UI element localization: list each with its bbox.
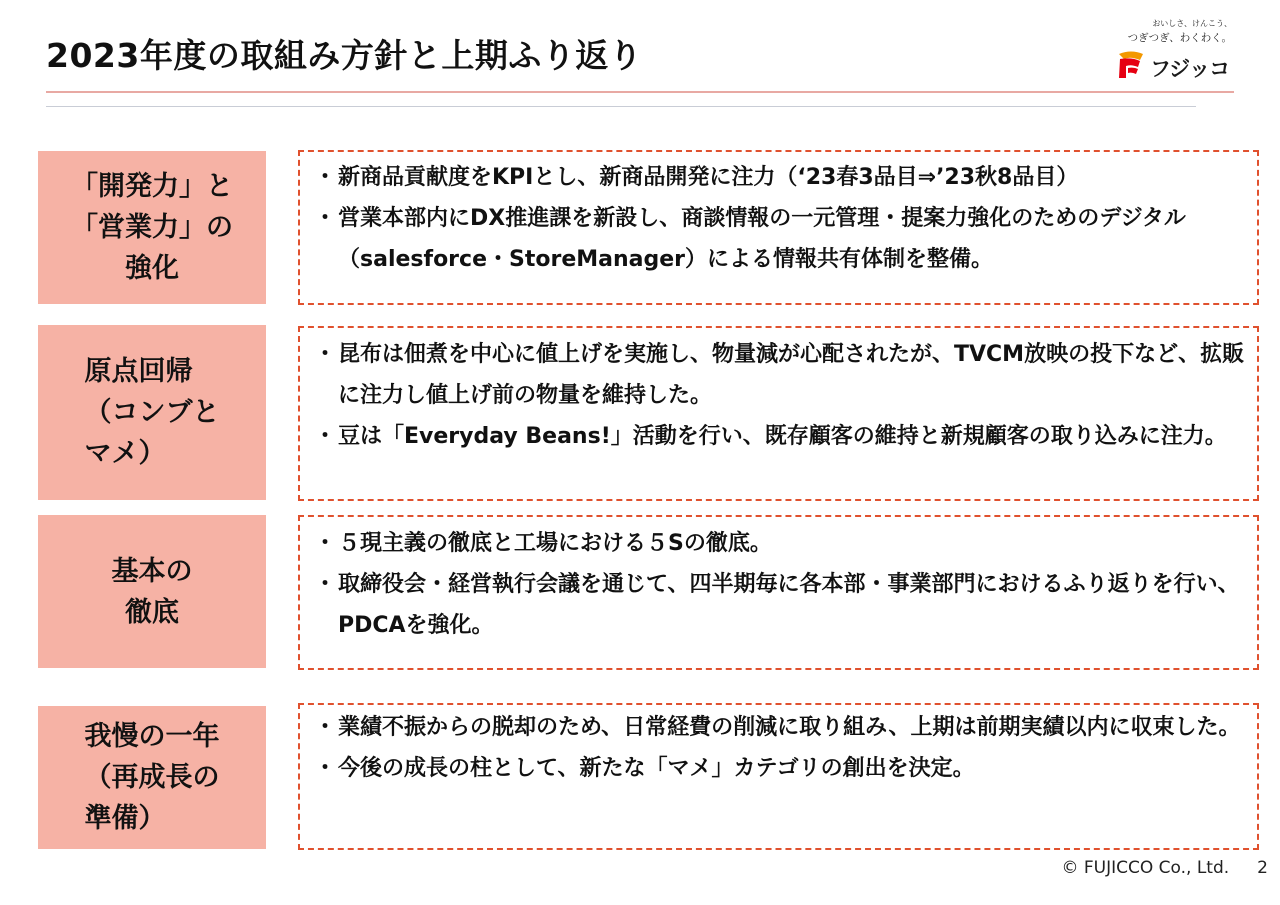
bullet-list-back-to-basics (314, 334, 1254, 457)
row-label-text: 原点回帰 （コンブと マメ） (84, 356, 220, 469)
copyright-text: © FUJICCO Co., Ltd. (1061, 858, 1230, 878)
row-label-text: 我慢の一年 （再成長の 準備） (84, 721, 220, 834)
list-item: ・ 営業本部内にDX推進課を新設し、商談情報の一元管理・提案力強化のためのデジタル（salesforce・StoreManager）による情報共有体制を整備。 (314, 206, 1186, 272)
row-label-development-sales (38, 151, 266, 304)
list-item: ・ 今後の成長の柱として、新たな「マメ」カテゴリの創出を決定。 (314, 756, 975, 781)
list-item: ・ ５現主義の徹底と工場における５Sの徹底。 (314, 531, 772, 556)
list-item: ・ 業績不振からの脱却のため、日常経費の削減に取り組み、上期は前期実績以内に収束した。 (314, 715, 1241, 740)
page-number: 2 (1257, 858, 1268, 878)
page-title: 2023年度の取組み方針と上期ふり返り (46, 36, 643, 75)
header-rule-thin (46, 106, 1196, 107)
list-item: ・ 昆布は佃煮を中心に値上げを実施し、物量減が心配されたが、TVCM放映の投下など、拡販に注力し値上げ前の物量を維持した。 (314, 342, 1245, 408)
logo-wordmark: フジッコ (1150, 57, 1230, 81)
row-label-thoroughness (38, 515, 266, 668)
row-label-text: 基本の 徹底 (111, 555, 193, 628)
row-label-back-to-basics (38, 325, 266, 500)
bullet-list-year-of-patience (314, 707, 1254, 789)
list-item: ・ 新商品貢献度をKPIとし、新商品開発に注力（‘23春3品目⇒’23秋8品目） (314, 165, 1079, 190)
list-item: ・ 取締役会・経営執行会議を通じて、四半期毎に各本部・事業部門におけるふり返りを行い、PDCAを強化。 (314, 572, 1240, 638)
list-item: ・ 豆は「Everyday Beans!」活動を行い、既存顧客の維持と新規顧客の取り込みに注力。 (314, 424, 1227, 449)
row-label-year-of-patience (38, 706, 266, 849)
bullet-list-development-sales (314, 157, 1254, 280)
company-logo (1112, 18, 1232, 84)
row-label-text: 「開発力」と 「営業力」の 強化 (71, 171, 233, 284)
logo-tagline: おいしさ、けんこう、 (1152, 19, 1232, 28)
bullet-list-thoroughness (314, 523, 1254, 646)
header-rule (46, 91, 1234, 93)
logo-tagline-2: つぎつぎ、わくわく。 (1127, 32, 1232, 44)
fujicco-mark-icon (1116, 50, 1146, 80)
footer (1061, 858, 1268, 878)
